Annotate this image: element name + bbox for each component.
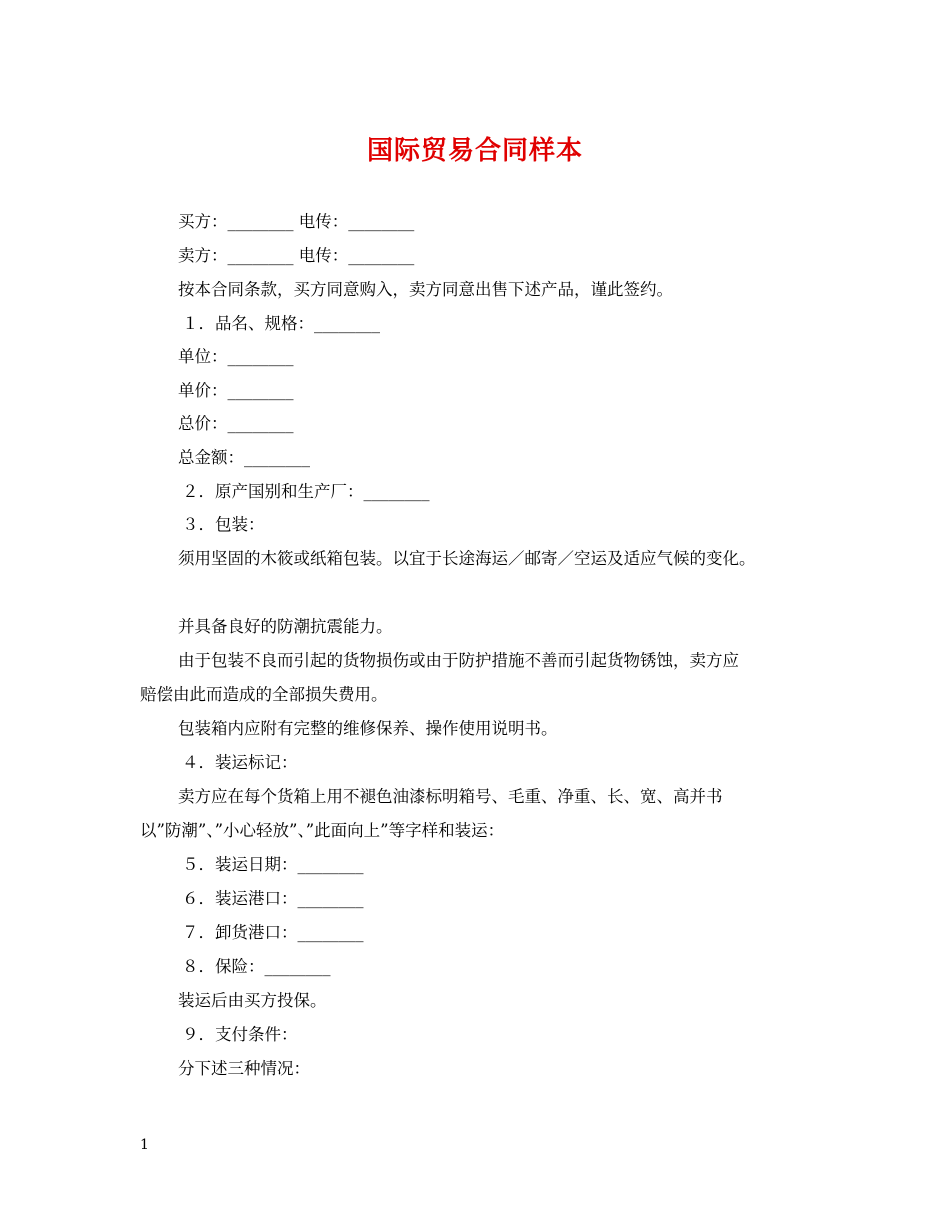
body-line: 分下述三种情况：: [178, 1059, 310, 1078]
body-line: 卖方应在每个货箱上用不褪色油漆标明箱号、毛重、净重、长、宽、高并书: [178, 787, 723, 806]
body-line: ６．装运港口：________: [182, 889, 364, 908]
body-line: 须用坚固的木筱或纸箱包装。以宜于长途海运／邮寄／空运及适应气候的变化。: [178, 549, 756, 568]
body-line: 并具备良好的防潮抗震能力。: [178, 617, 393, 636]
body-line: 以”防潮”、”小心轻放”、”此面向上”等字样和装运：: [140, 821, 505, 840]
body-line: 装运后由买方投保。: [178, 991, 327, 1010]
body-line: 单位：________: [178, 347, 294, 366]
body-line: ２．原产国别和生产厂：________: [182, 482, 430, 501]
body-line: ５．装运日期：________: [182, 855, 364, 874]
page-number: 1: [140, 1137, 149, 1153]
body-line: 赔偿由此而造成的全部损失费用。: [140, 685, 388, 704]
body-line: 总金额：________: [178, 448, 310, 467]
body-line: 按本合同条款，买方同意购入，卖方同意出售下述产品，谨此签约。: [178, 280, 673, 299]
body-line: ７．卸货港口：________: [182, 923, 364, 942]
body-line: 买方：________ 电传：________: [178, 212, 415, 231]
body-line: 单价：________: [178, 381, 294, 400]
document-title: 国际贸易合同样本: [366, 136, 583, 166]
body-line: ８．保险：________: [182, 957, 331, 976]
body-line: 由于包装不良而引起的货物损伤或由于防护措施不善而引起货物锈蚀，卖方应: [178, 651, 739, 670]
body-line: 总价：________: [178, 414, 294, 433]
body-line: ９．支付条件：: [182, 1025, 298, 1044]
body-line: 卖方：________ 电传：________: [178, 246, 415, 265]
body-line: ３．包装：: [182, 515, 265, 534]
body-line: 包装箱内应附有完整的维修保养、操作使用说明书。: [178, 719, 558, 738]
body-line: １．品名、规格：________: [182, 314, 380, 333]
body-line: ４．装运标记：: [182, 753, 298, 772]
